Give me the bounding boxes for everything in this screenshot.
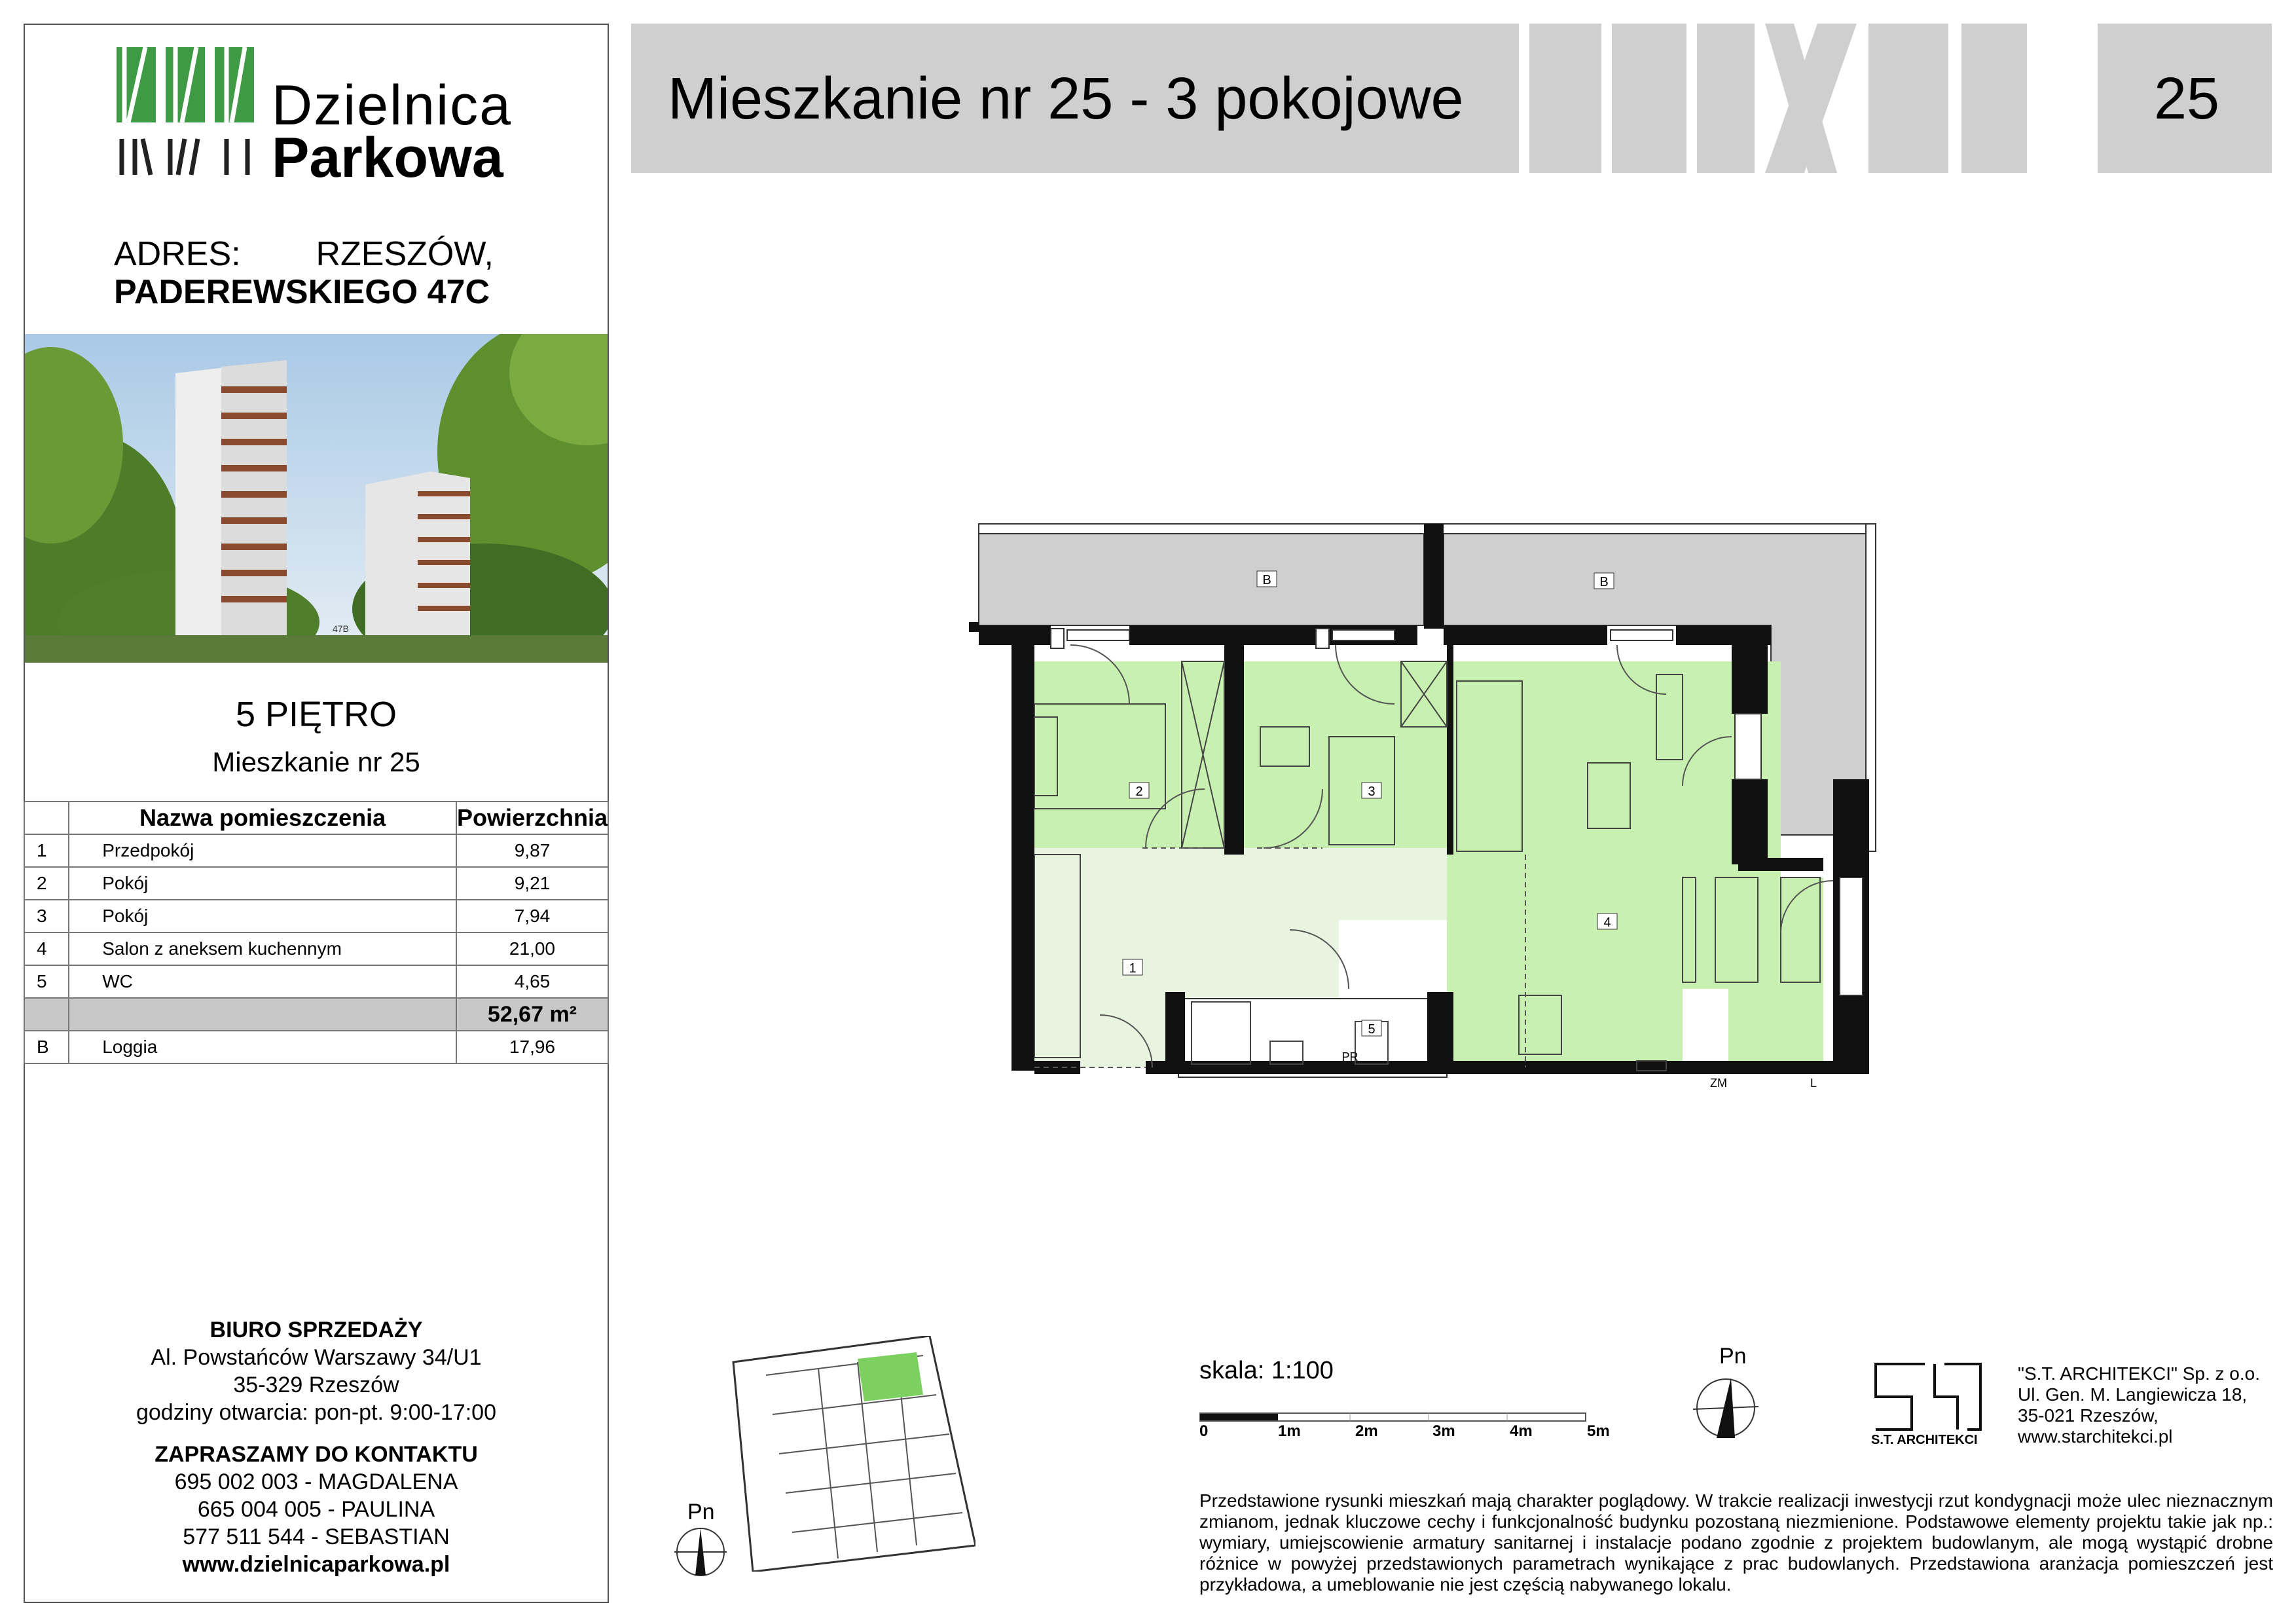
scale-tick-3: 3m — [1432, 1422, 1455, 1440]
total-area: 52,67 m² — [456, 998, 608, 1031]
contact-title: ZAPRASZAMY DO KONTAKTU — [155, 1442, 478, 1467]
architect-logo — [1872, 1361, 1984, 1433]
floor-plan — [969, 511, 1886, 1133]
room-nr: 4 — [24, 932, 69, 965]
label-pr: PR — [1341, 1050, 1358, 1063]
label-room-1: 1 — [1129, 961, 1137, 976]
table-row — [24, 834, 608, 867]
living-room-floor — [1447, 661, 1683, 1067]
scale-label: skala: 1:100 — [1199, 1357, 1334, 1384]
label-room-3: 3 — [1368, 784, 1376, 799]
table-row — [24, 867, 608, 900]
total-row — [24, 998, 608, 1031]
office-title: BIURO SPRZEDAŻY — [210, 1318, 423, 1342]
room-name: Pokój — [69, 867, 456, 900]
brand-name-line2: Parkowa — [272, 126, 503, 189]
phone-2[interactable]: 665 004 005 - PAULINA — [197, 1497, 435, 1522]
building-sign: 47B — [333, 623, 349, 634]
scale-tick-0: 0 — [1199, 1422, 1209, 1440]
brand-name-line1: Dzielnica — [272, 74, 512, 137]
room-name: Przedpokój — [69, 834, 456, 867]
address-line — [114, 234, 494, 274]
room-3-floor — [1244, 661, 1447, 848]
area-header: Powierzchnia — [456, 802, 608, 834]
office-hours: godziny otwarcia: pon-pt. 9:00-17:00 — [136, 1400, 496, 1425]
room-nr: 3 — [24, 900, 69, 932]
apartment-title: Mieszkanie nr 25 - 3 pokojowe — [668, 66, 1464, 132]
room-nr: 5 — [24, 965, 69, 998]
address-label: ADRES: — [114, 235, 241, 273]
rooms-table — [24, 801, 609, 1064]
label-room-5: 5 — [1368, 1022, 1376, 1037]
room-area: 9,21 — [456, 867, 608, 900]
north-label-small: Pn — [687, 1500, 715, 1524]
address-city: RZESZÓW, — [316, 235, 494, 273]
architect-info — [2018, 1363, 2260, 1447]
table-row — [24, 900, 608, 932]
room-area: 9,87 — [456, 834, 608, 867]
label-zm: ZM — [1710, 1077, 1727, 1090]
room-name: Salon z aneksem kuchennym — [69, 932, 456, 965]
room-nr: 1 — [24, 834, 69, 867]
label-room-2: 2 — [1135, 784, 1143, 799]
room-area: 7,94 — [456, 900, 608, 932]
table-row — [24, 932, 608, 965]
compass-icon — [1693, 1375, 1758, 1441]
room-name: WC — [69, 965, 456, 998]
apartment-number: 25 — [2154, 66, 2220, 132]
room-area: 4,65 — [456, 965, 608, 998]
label-room-4: 4 — [1603, 915, 1611, 930]
name-header: Nazwa pomieszczenia — [69, 802, 456, 834]
office-city: 35-329 Rzeszów — [233, 1373, 399, 1397]
room-2-floor — [1034, 661, 1224, 848]
label-loggia-a: B — [1262, 573, 1271, 587]
website-link[interactable]: www.dzielnicaparkowa.pl — [182, 1552, 450, 1577]
address-street: PADEREWSKIEGO 47C — [114, 273, 490, 311]
room-nr: 2 — [24, 867, 69, 900]
table-row — [24, 965, 608, 998]
scale-bar — [1199, 1412, 1592, 1422]
architect-logo-caption: S.T. ARCHITEKCI — [1871, 1433, 1978, 1447]
floor-label: 5 PIĘTRO — [235, 695, 397, 734]
scale-tick-1: 1m — [1278, 1422, 1301, 1440]
architect-name: "S.T. ARCHITEKCI" Sp. z o.o. — [2018, 1363, 2260, 1384]
label-l: L — [1810, 1077, 1817, 1090]
phone-1[interactable]: 695 002 003 - MAGDALENA — [174, 1469, 458, 1494]
loggia-area: 17,96 — [456, 1031, 608, 1063]
table-row — [24, 1031, 608, 1063]
scale-tick-2: 2m — [1355, 1422, 1378, 1440]
sales-office — [25, 1316, 608, 1578]
room-name: Pokój — [69, 900, 456, 932]
key-plan — [727, 1336, 975, 1572]
room-area: 21,00 — [456, 932, 608, 965]
compass-small-icon — [674, 1526, 727, 1578]
nr-header — [24, 802, 69, 834]
scale-tick-4: 4m — [1510, 1422, 1533, 1440]
architect-website[interactable]: www.starchitekci.pl — [2018, 1426, 2173, 1447]
architect-city: 35-021 Rzeszów, — [2018, 1405, 2159, 1426]
loggia-nr: B — [24, 1031, 69, 1063]
apartment-subtitle: Mieszkanie nr 25 — [212, 747, 420, 777]
building-photo — [25, 334, 608, 663]
office-street: Al. Powstańców Warszawy 34/U1 — [151, 1345, 482, 1370]
loggia-name: Loggia — [69, 1031, 456, 1063]
phone-3[interactable]: 577 511 544 - SEBASTIAN — [183, 1524, 450, 1549]
architect-street: Ul. Gen. M. Langiewicza 18, — [2018, 1384, 2248, 1405]
header-pattern — [1529, 24, 2092, 173]
scale-tick-5: 5m — [1587, 1422, 1610, 1440]
table-header — [24, 802, 608, 834]
disclaimer-text: Przedstawione rysunki mieszkań mają charakter poglądowy. W trakcie realizacji inwestycji rzut kondygnacji może ulec nieznacznym zmianom, jednak kluczowe cechy i funkcjonalność budynku pozostaną niezmienione. Podstawowe elementy projektu takie jak np.: wymiary, umiejscowienie armatury sanitarnej i instalacje podano zgodnie z projektem budowlanym, ale mogą wystąpić drobne różnice w powyżej przedstawionych parametrach wynikające z prac budowlanych. Przedstawiona aranżacja pomieszczeń jest przykładowa, a umeblowanie nie jest częścią nabywanego lokalu. — [1199, 1490, 2273, 1595]
north-label-main: Pn — [1719, 1344, 1747, 1369]
label-loggia-b: B — [1599, 575, 1609, 589]
